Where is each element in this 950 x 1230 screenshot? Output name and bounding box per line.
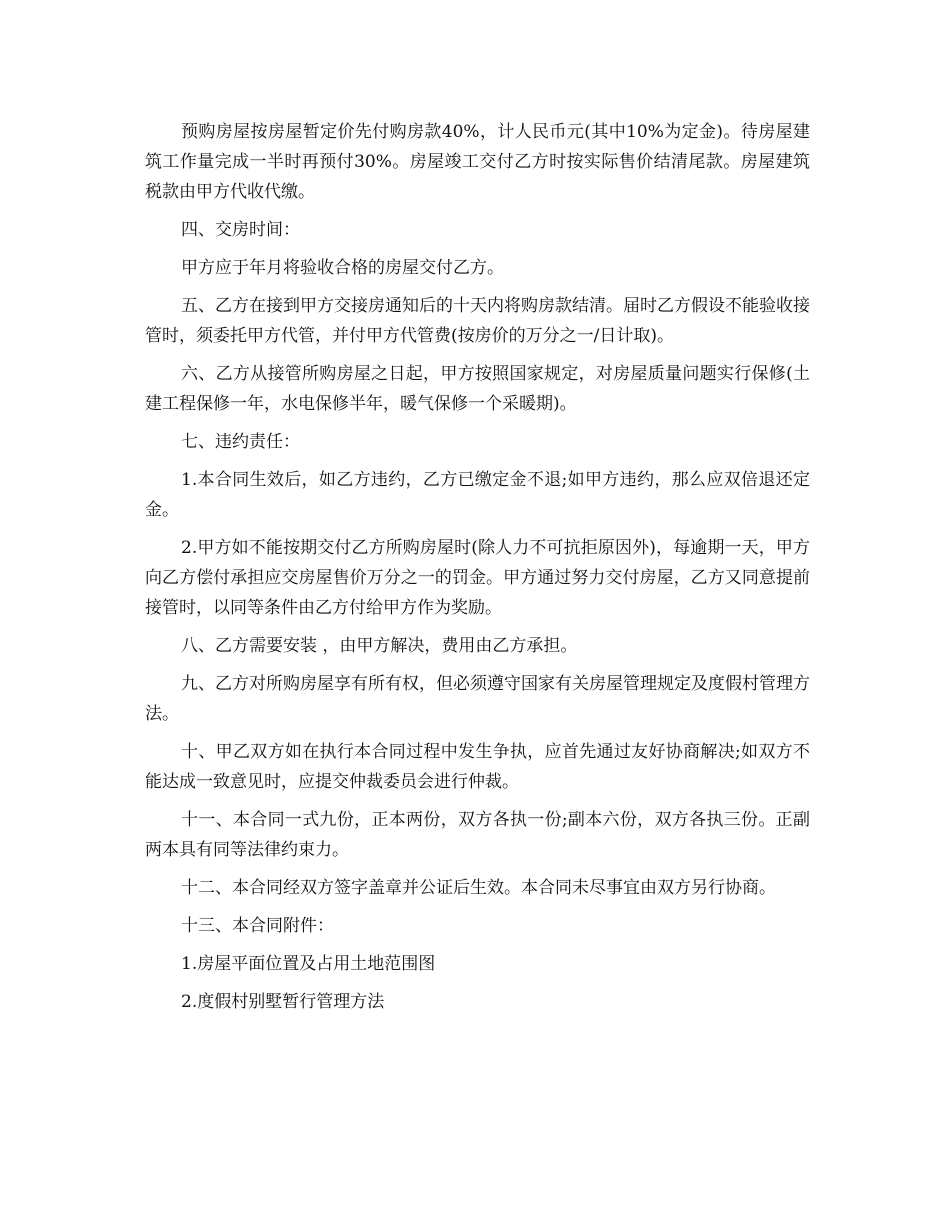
paragraph-breach-deposit: 1.本合同生效后，如乙方违约，乙方已缴定金不退;如甲方违约，那么应双倍退还定金。 [145, 470, 810, 520]
paragraph-effectiveness: 十二、本合同经双方签字盖章并公证后生效。本合同未尽事宜由双方另行协商。 [181, 878, 776, 898]
contract-body [145, 117, 810, 1025]
paragraph-warranty: 六、乙方从接管所购房屋之日起，甲方按照国家规定，对房屋质量问题实行保修(土建工程保修一年，水电保修半年，暖气保修一个采暖期)。 [145, 364, 810, 414]
paragraph-ownership: 九、乙方对所购房屋享有所有权，但必须遵守国家有关房屋管理规定及度假村管理方法。 [145, 674, 810, 724]
attachment-item-1: 1.房屋平面位置及占用土地范围图 [181, 954, 436, 974]
heading-handover-time: 四、交房时间： [181, 220, 300, 240]
paragraph-handover-date: 甲方应于年月将验收合格的房屋交付乙方。 [181, 258, 504, 278]
paragraph-installation: 八、乙方需要安装 ，由甲方解决，费用由乙方承担。 [181, 636, 578, 656]
paragraph-dispute: 十、甲乙双方如在执行本合同过程中发生争执，应首先通过友好协商解决;如双方不能达成一致意见时，应提交仲裁委员会进行仲裁。 [145, 742, 810, 792]
paragraph-prepayment-terms: 预购房屋按房屋暂定价先付购房款40%，计人民币元(其中10%为定金)。待房屋建筑工作量完成一半时再预付30%。房屋竣工交付乙方时按实际售价结清尾款。房屋建筑税款由甲方代收代缴。 [145, 122, 810, 202]
paragraph-settlement: 五、乙方在接到甲方交接房通知后的十天内将购房款结清。届时乙方假设不能验收接管时，须委托甲方代管，并付甲方代管费(按房价的万分之一/日计取)。 [145, 296, 810, 346]
heading-breach-liability: 七、违约责任： [181, 432, 300, 452]
attachment-item-2: 2.度假村别墅暂行管理方法 [181, 992, 385, 1012]
paragraph-breach-delay: 2.甲方如不能按期交付乙方所购房屋时(除人力不可抗拒原因外)，每逾期一天，甲方向乙方偿付承担应交房屋售价万分之一的罚金。甲方通过努力交付房屋，乙方又同意提前接管时，以同等条件由乙方付给甲方作为奖励。 [145, 538, 810, 618]
heading-attachments: 十三、本合同附件： [181, 916, 334, 936]
paragraph-copies: 十一、本合同一式九份，正本两份，双方各执一份;副本六份，双方各执三份。正副两本具有同等法律约束力。 [145, 810, 810, 860]
